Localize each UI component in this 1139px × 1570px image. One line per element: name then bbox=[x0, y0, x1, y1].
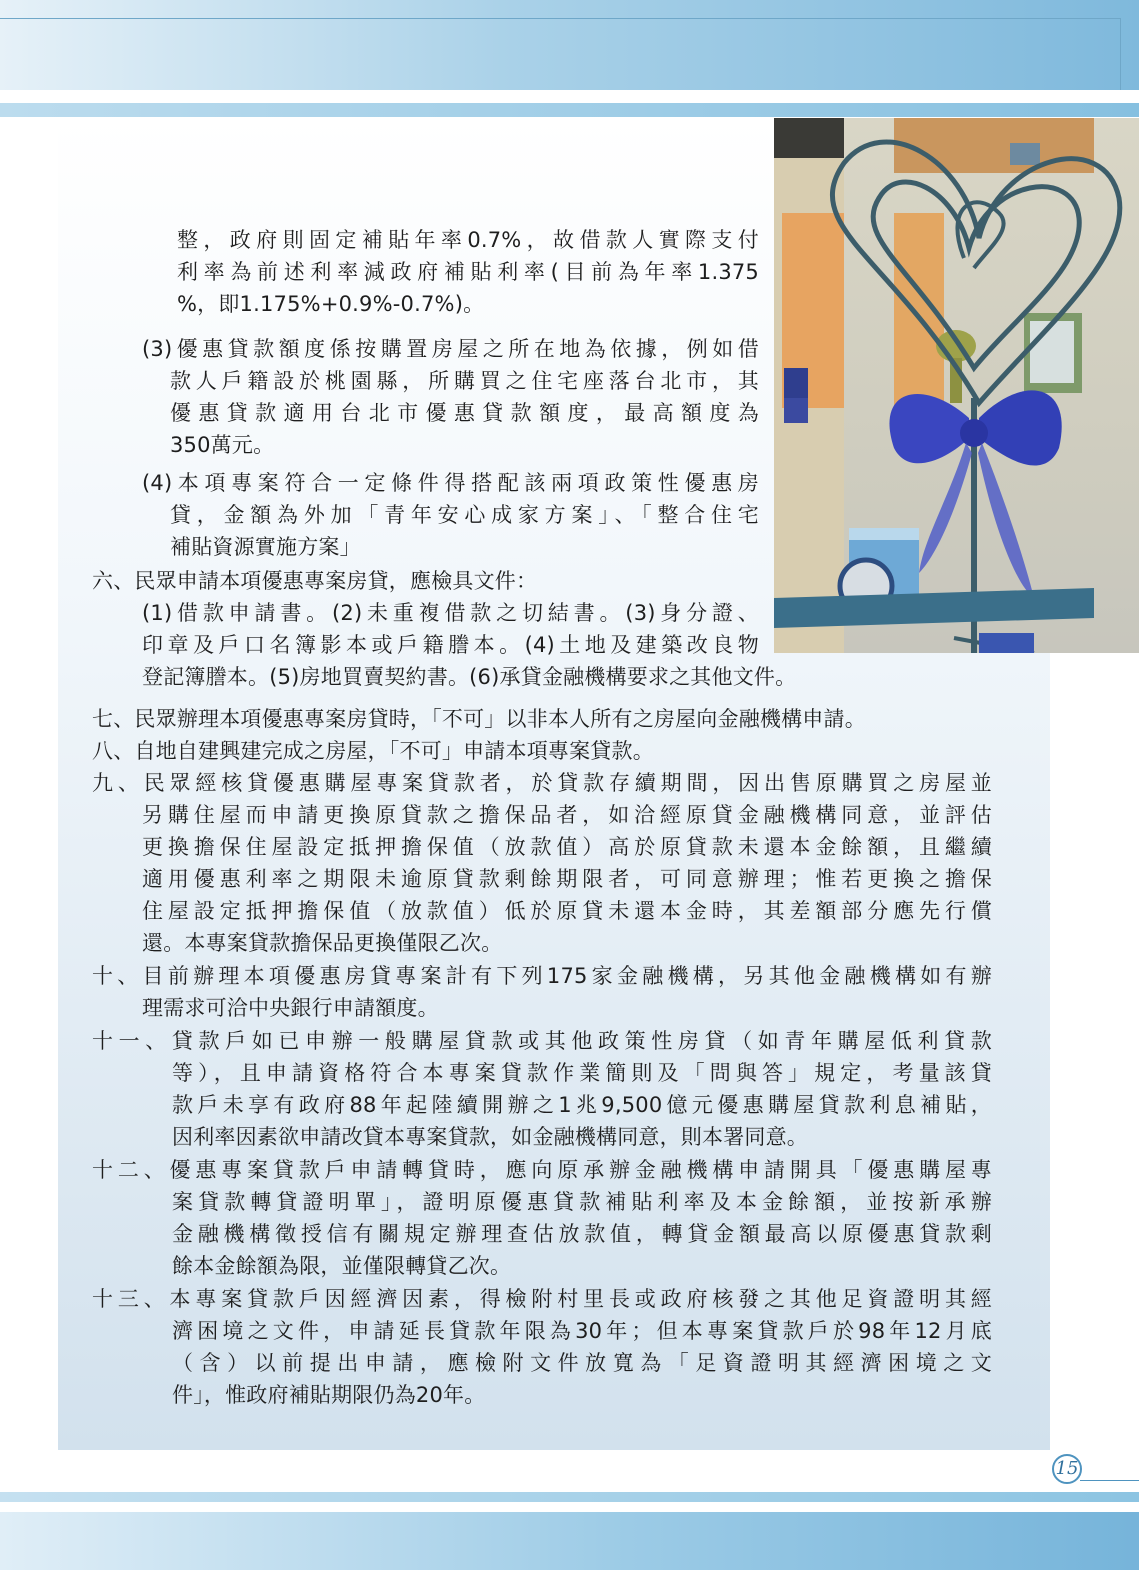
text-line: 更換擔保住屋設定抵押擔保值（放款值）高於原貸款未還本金餘額，且繼續 bbox=[142, 835, 992, 859]
sub-item-3 bbox=[142, 333, 759, 461]
text-line: 利率為前述利率減政府補貼利率(目前為年率1.375 bbox=[177, 260, 759, 284]
text-line: 十一、貸款戶如已申辦一般購屋貸款或其他政策性房貸（如青年購屋低利貸款 bbox=[92, 1029, 992, 1053]
section-8 bbox=[92, 735, 992, 767]
text-line: 八、自地自建興建完成之房屋，「不可」申請本項專案貸款。 bbox=[92, 739, 654, 763]
header-frame-line bbox=[0, 18, 1121, 19]
text-line: 十、目前辦理本項優惠房貸專案計有下列175家金融機構，另其他金融機構如有辦 bbox=[92, 964, 992, 988]
section-7 bbox=[92, 703, 992, 735]
text-line: 貸，金額為外加「青年安心成家方案」、「整合住宅 bbox=[170, 503, 759, 527]
text-line: 還。本專案貸款擔保品更換僅限乙次。 bbox=[142, 931, 503, 955]
text-line: (1)借款申請書。(2)未重複借款之切結書。(3)身分證、 bbox=[142, 601, 759, 625]
text-line: 十三、本專案貸款戶因經濟因素，得檢附村里長或政府核發之其他足資證明其經 bbox=[92, 1287, 992, 1311]
text-line: (4)本項專案符合一定條件得搭配該兩項政策性優惠房 bbox=[142, 471, 759, 495]
section-13 bbox=[92, 1283, 992, 1411]
text-line: 金融機構徵授信有關規定辦理查估放款值，轉貸金額最高以原優惠貸款剩 bbox=[172, 1222, 992, 1246]
text-line: 案貸款轉貸證明單」，證明原優惠貸款補貼利率及本金餘額，並按新承辦 bbox=[172, 1190, 992, 1214]
text-line: 十二、優惠專案貸款戶申請轉貸時，應向原承辦金融機構申請開具「優惠購屋專 bbox=[92, 1158, 992, 1182]
text-line: 餘本金餘額為限，並僅限轉貸乙次。 bbox=[172, 1254, 512, 1278]
header-band bbox=[0, 0, 1139, 90]
text-line: （含）以前提出申請，應檢附文件放寬為「足資證明其經濟困境之文 bbox=[172, 1351, 992, 1375]
sub-item-4 bbox=[142, 467, 759, 563]
text-line: %，即1.175%+0.9%-0.7%)。 bbox=[177, 292, 485, 316]
text-line: 適用優惠利率之期限未逾原貸款剩餘期限者，可同意辦理；惟若更換之擔保 bbox=[142, 867, 992, 891]
section-10 bbox=[92, 960, 992, 1024]
text-line: 整，政府則固定補貼年率0.7%，故借款人實際支付 bbox=[177, 228, 759, 252]
text-line: 七、民眾辦理本項優惠專案房貸時，「不可」以非本人所有之房屋向金融機構申請。 bbox=[92, 707, 866, 731]
text-line: 因利率因素欲申請改貸本專案貸款，如金融機構同意，則本署同意。 bbox=[172, 1125, 808, 1149]
section-11 bbox=[92, 1025, 992, 1153]
text-line: 濟困境之文件，申請延長貸款年限為30年；但本專案貸款戶於98年12月底 bbox=[172, 1319, 992, 1343]
text-line: (3)優惠貸款額度係按購置房屋之所在地為依據，例如借 bbox=[142, 337, 759, 361]
text-line: 款人戶籍設於桃園縣，所購買之住宅座落台北市，其 bbox=[170, 369, 759, 393]
text-line: 350萬元。 bbox=[170, 433, 275, 457]
header-frame-edge bbox=[1120, 18, 1121, 90]
page-number-rule bbox=[1080, 1480, 1139, 1481]
section-9 bbox=[92, 767, 992, 959]
intro-paragraph bbox=[177, 224, 759, 320]
text-line: 印章及戶口名簿影本或戶籍謄本。(4)土地及建築改良物 bbox=[142, 633, 759, 657]
section-heading: 六、民眾申請本項優惠專案房貸，應檢具文件： bbox=[92, 569, 538, 593]
footer-stripe bbox=[0, 1492, 1139, 1502]
text-line: 件」，惟政府補貼期限仍為20年。 bbox=[172, 1383, 486, 1407]
text-line: 優惠貸款適用台北市優惠貸款額度，最高額度為 bbox=[170, 401, 759, 425]
text-line: 補貼資源實施方案」 bbox=[170, 535, 361, 559]
text-line: 住屋設定抵押擔保值（放款值）低於原貸未還本金時，其差額部分應先行償 bbox=[142, 899, 992, 923]
footer-band bbox=[0, 1512, 1139, 1570]
text-line: 另購住屋而申請更換原貸款之擔保品者，如洽經原貸金融機構同意，並評估 bbox=[142, 803, 992, 827]
text-line: 登記簿謄本。(5)房地買賣契約書。(6)承貸金融機構要求之其他文件。 bbox=[142, 665, 797, 689]
header-stripe bbox=[0, 103, 1139, 117]
text-line: 理需求可洽中央銀行申請額度。 bbox=[142, 996, 439, 1020]
text-line: 等），且申請資格符合本專案貸款作業簡則及「問與答」規定，考量該貸 bbox=[172, 1061, 992, 1085]
page-number: 15 bbox=[1052, 1454, 1082, 1484]
text-line: 九、民眾經核貸優惠購屋專案貸款者，於貸款存續期間，因出售原購買之房屋並 bbox=[92, 771, 992, 795]
section-6 bbox=[92, 565, 912, 693]
section-12 bbox=[92, 1154, 992, 1282]
text-line: 款戶未享有政府88年起陸續開辦之1兆9,500億元優惠購屋貸款利息補貼， bbox=[172, 1093, 992, 1117]
